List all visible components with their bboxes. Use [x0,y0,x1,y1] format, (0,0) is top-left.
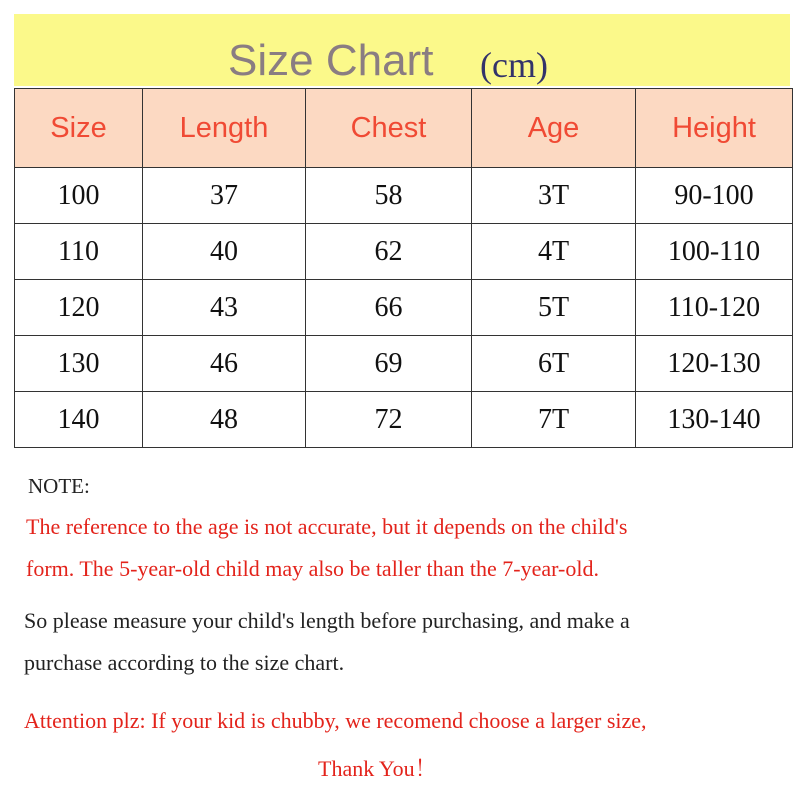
header-length: Length [143,89,306,168]
note-heading: NOTE: [28,474,90,498]
cell-length: 37 [143,168,306,224]
table-row [15,336,793,392]
cell-chest: 62 [306,224,472,280]
table-row [15,168,793,224]
cell-length: 43 [143,280,306,336]
thank-you-note: Thank You！ [318,756,437,781]
age-warning-line-2: form. The 5-year-old child may also be taller than the 7-year-old. [26,556,599,581]
cell-size: 130 [15,336,143,392]
cell-height: 100-110 [636,224,793,280]
cell-chest: 58 [306,168,472,224]
cell-height: 110-120 [636,280,793,336]
cell-chest: 66 [306,280,472,336]
cell-height: 120-130 [636,336,793,392]
cell-age: 6T [472,336,636,392]
cell-chest: 72 [306,392,472,448]
header-age: Age [472,89,636,168]
header-chest: Chest [306,89,472,168]
cell-age: 3T [472,168,636,224]
age-warning-line-1: The reference to the age is not accurate, but it depends on the child's [26,514,628,539]
header-size: Size [15,89,143,168]
cell-height: 130-140 [636,392,793,448]
attention-note: Attention plz: If your kid is chubby, we recomend choose a larger size, [24,708,647,733]
cell-length: 40 [143,224,306,280]
cell-chest: 69 [306,336,472,392]
measure-advice-line-2: purchase according to the size chart. [24,650,345,675]
cell-age: 5T [472,280,636,336]
cell-age: 7T [472,392,636,448]
cell-length: 46 [143,336,306,392]
header-height: Height [636,89,793,168]
table-header-row [15,89,793,168]
cell-size: 140 [15,392,143,448]
cell-size: 100 [15,168,143,224]
title-unit: (cm) [480,45,548,85]
title-banner [14,14,790,86]
table-row [15,392,793,448]
size-chart-table [14,88,793,448]
cell-size: 110 [15,224,143,280]
cell-length: 48 [143,392,306,448]
cell-height: 90-100 [636,168,793,224]
measure-advice-line-1: So please measure your child's length before purchasing, and make a [24,608,630,633]
page-title: Size Chart [228,36,434,85]
table-row [15,280,793,336]
cell-size: 120 [15,280,143,336]
cell-age: 4T [472,224,636,280]
table-row [15,224,793,280]
